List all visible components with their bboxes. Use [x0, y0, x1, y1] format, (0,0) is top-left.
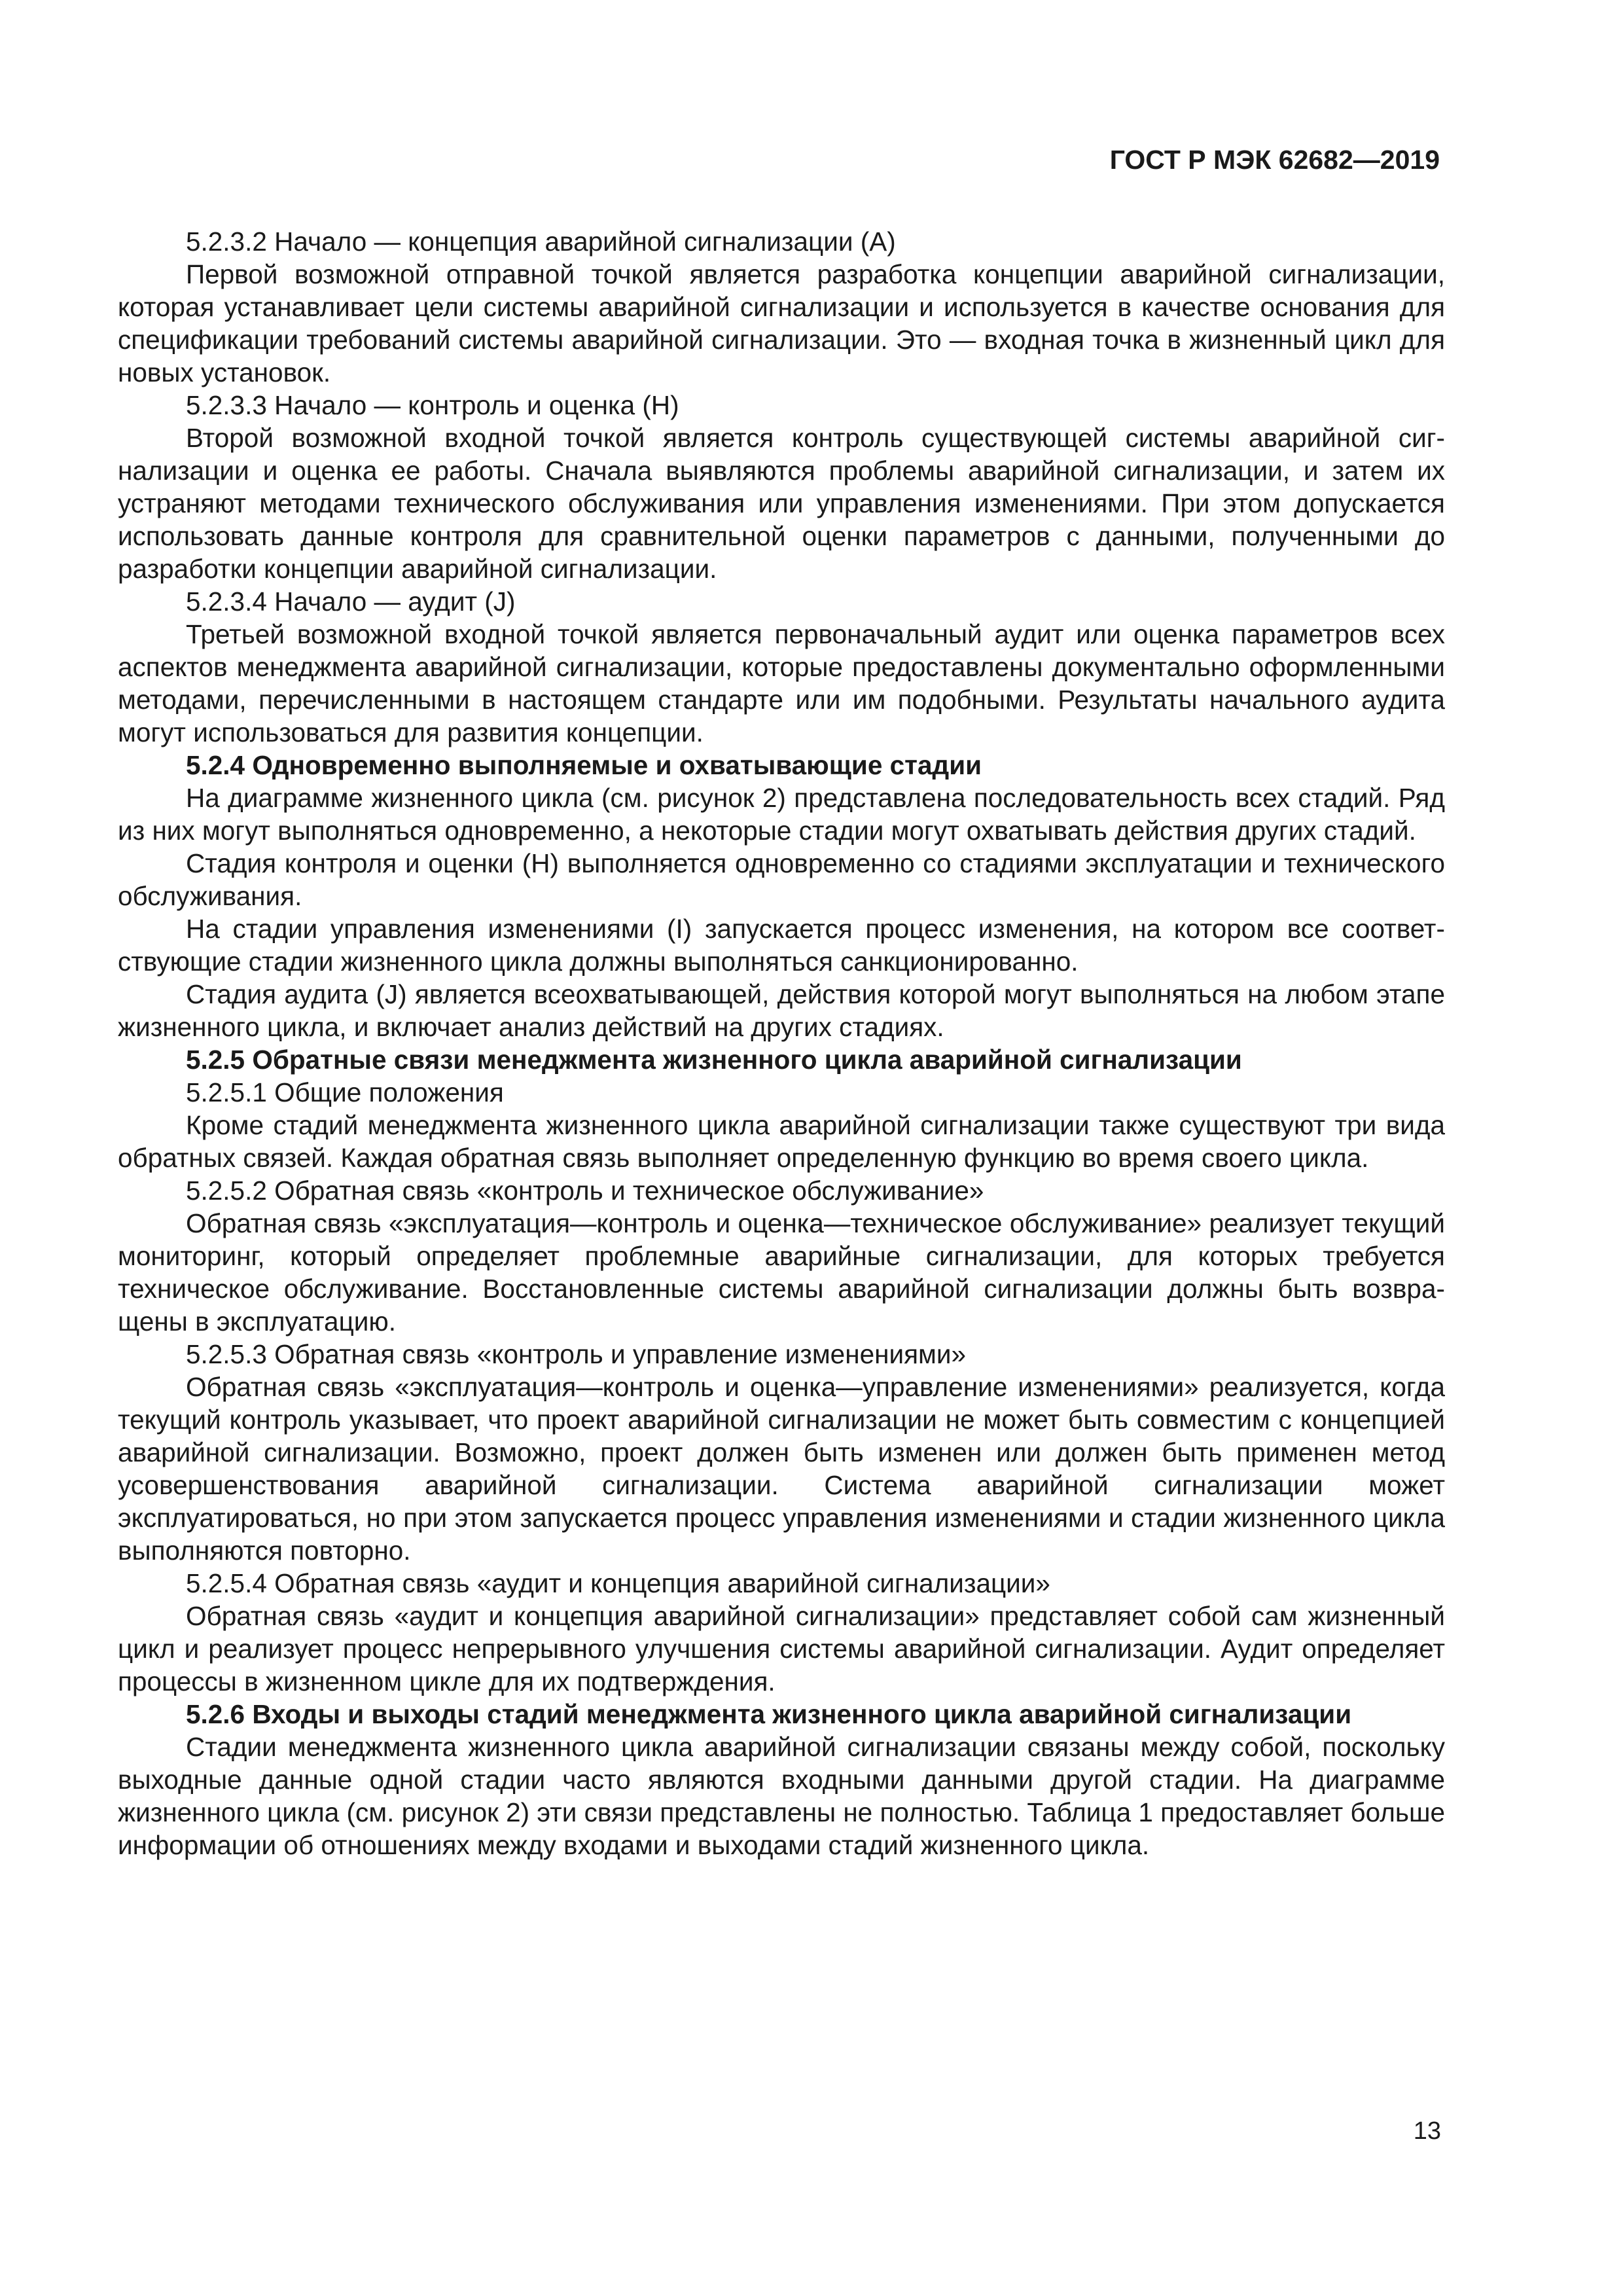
paragraph: Первой возможной отправной точкой является разработка концепции аварийной сигнализации, которая устанавливает цели системы аварийной сигнализации и используется в качестве основания для спецификации требований системы аварийной сигнализации. Это — входная точка в жизненный цикл для новых установок. — [118, 259, 1445, 387]
subheading-5-2-3-4: 5.2.3.4 Начало — аудит (J) — [186, 586, 516, 617]
paragraph: Третьей возможной входной точкой является первоначальный аудит или оценка параметров всех аспектов менеджмента аварийной сигнализации, которые предоставлены документально оформленными методами, перечисленными в настоящем стандарте или им подобными. Результаты начального аудита могут использоваться для развития концепции. — [118, 619, 1445, 747]
paragraph: На диаграмме жизненного цикла (см. рисунок 2) представлена последовательность всех стадий. Ряд из них могут выполняться одновременно, а некоторые стадии могут охватывать действия других стадий. — [118, 783, 1445, 846]
subheading-5-2-5-3: 5.2.5.3 Обратная связь «контроль и управление изменениями» — [186, 1339, 967, 1369]
subheading-5-2-5-2: 5.2.5.2 Обратная связь «контроль и техническое обслуживание» — [186, 1175, 984, 1206]
paragraph: Кроме стадий менеджмента жизненного цикла аварийной сигнализации также существуют три вида обратных связей. Каждая обратная связь выполняет определенную функцию во время своего цикла. — [118, 1110, 1445, 1173]
paragraph: Стадия аудита (J) является всеохватывающей, действия которой могут выполняться на любом этапе жизненного цикла, и включает анализ действий на других стадиях. — [118, 979, 1445, 1042]
paragraph: Второй возможной входной точкой является контроль существующей системы аварийной сигнализации и оценка ее работы. Сначала выявляются проблемы аварийной сигнализации, и затем их устраняют методами технического обслуживания или управления изменениями. При этом допускается использовать данные контроля для сравнительной оценки параметров с данными, полученными до разработки концепции аварийной сигнализации. — [118, 423, 1445, 584]
subheading-5-2-3-3: 5.2.3.3 Начало — контроль и оценка (Н) — [186, 390, 679, 420]
paragraph: Стадии менеджмента жизненного цикла аварийной сигнализации связаны между собой, поскольку выходные данные одной стадии часто являются входными данными другой стадии. На диаграмме жизненного цикла (см. рисунок 2) эти связи представлены не полностью. Таблица 1 предоставляет больше информации об отношениях между входами и выходами стадий жизненного цикла. — [118, 1732, 1445, 1860]
section-heading-5-2-4: 5.2.4 Одновременно выполняемые и охватывающие стадии — [186, 750, 982, 780]
page-number: 13 — [1413, 2117, 1441, 2145]
paragraph: Обратная связь «эксплуатация—контроль и оценка—техническое обслуживание» реализует текущий мониторинг, который определяет проблемные аварийные сигнализации, для которых требуется техническое обслуживание. Восстановленные системы аварийной сигнализации должны быть возвращены в эксплуатацию. — [118, 1208, 1445, 1336]
section-heading-5-2-6: 5.2.6 Входы и выходы стадий менеджмента жизненного цикла аварийной сигнализации — [186, 1699, 1352, 1729]
subheading-5-2-5-4: 5.2.5.4 Обратная связь «аудит и концепция аварийной сигнализации» — [186, 1568, 1050, 1598]
subheading-5-2-5-1: 5.2.5.1 Общие положения — [186, 1077, 504, 1107]
document-body — [118, 225, 1445, 1861]
paragraph: Обратная связь «эксплуатация—контроль и оценка—управление изменениями» реализуется, когда текущий контроль указывает, что проект аварийной сигнализации не может быть совместим с концепцией аварийной сигнализации. Возможно, проект должен быть изменен или должен быть применен метод усовершенствования аварийной сигнализации. Система аварийной сигнализации может эксплуатироваться, но при этом запускается процесс управления изменениями и стадии жизненного цикла выполняются повторно. — [118, 1372, 1445, 1566]
paragraph: Обратная связь «аудит и концепция аварийной сигнализации» представляет собой сам жизненный цикл и реализует процесс непрерывного улучшения системы аварийной сигнализации. Аудит определяет процессы в жизненном цикле для их подтверждения. — [118, 1601, 1445, 1696]
subheading-5-2-3-2: 5.2.3.2 Начало — концепция аварийной сигнализации (А) — [186, 226, 896, 257]
section-heading-5-2-5: 5.2.5 Обратные связи менеджмента жизненного цикла аварийной сигнализации — [186, 1045, 1242, 1075]
document-id-header: ГОСТ Р МЭК 62682—2019 — [1109, 145, 1440, 175]
paragraph: На стадии управления изменениями (I) запускается процесс изменения, на котором все соответствующие стадии жизненного цикла должны выполняться санкционированно. — [118, 914, 1445, 977]
paragraph: Стадия контроля и оценки (Н) выполняется одновременно со стадиями эксплуатации и технического обслуживания. — [118, 848, 1445, 911]
